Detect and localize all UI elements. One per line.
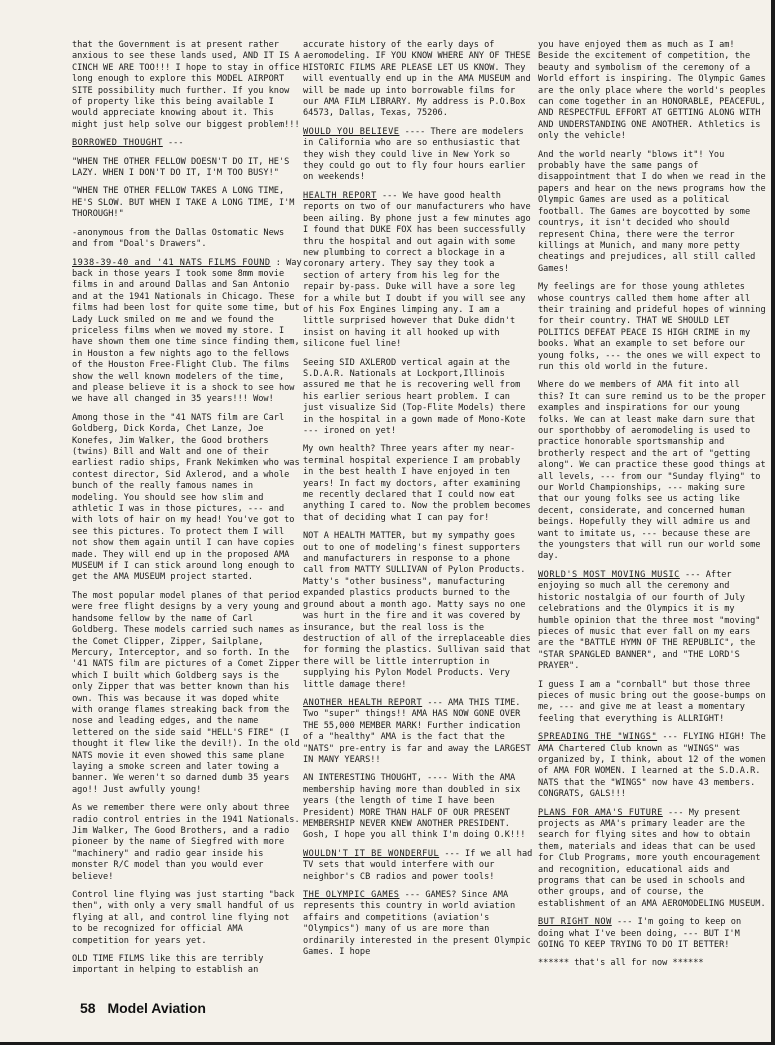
- paragraph-text: The most popular model planes of that period were free flight designs by a very young and handsome fellow by the name of Carl Goldberg. These models carried such names as the Comet Clipper, Zipper, Sailplane, Mercury, Interceptor, and so forth. In the '41 NATS film are pictures of a Comet Zipper which I built which Goldberg says is the only Zipper that was better known than his own. This was because it was doped white with orange flames streaking back from the nose and leading edges, and the name lettered on the side said "HELL'S FIRE" (I thought it flew like the devil!). In the old NATS movie it even showed this same plane laying a smoke screen and later towing a banner. We weren't so darned dumb 35 years ago!! Just awfully young!: [72, 590, 300, 795]
- section-heading: WOULDN'T IT BE WONDERFUL: [303, 848, 440, 859]
- paragraph-text: "WHEN THE OTHER FELLOW TAKES A LONG TIME, HE'S SLOW. BUT WHEN I TAKE A LONG TIME, I'M THOROUGH!": [72, 186, 295, 220]
- paragraph: [538, 732, 768, 800]
- paragraph: [72, 138, 302, 149]
- paragraph: [538, 150, 768, 275]
- paragraph: [72, 954, 302, 975]
- column-2: [303, 40, 533, 975]
- paragraph: [538, 958, 768, 969]
- paragraph-text: Where do we members of AMA fit into all this? It can sure remind us to be the proper examples and inspirations for our young folks. We can at least make darn sure that our sporthobby of aeromodeling is used to practice honorable sportsmanship and brotherly respect and the art of "getting along". We can practice these good things at all levels, --- from our "Sunday flying" to our World Championships, --- making sure that our young folks see us acting like decent, considerate, and concerned human beings. Hopefully they will admire us and want to imitate us, --- because these are the youngsters that will run our world some day.: [538, 380, 766, 562]
- paragraph: [303, 444, 533, 524]
- paragraph-text: --- My present projects as AMA's primary leader are the search for flying sites and how to obtain them, materials and ideas that can be used for Club Programs, more youth encouragement and recognition, educational aids and programs that can be used in schools and other groups, and of course, the establishment of an AMA AEROMODELING MUSEUM.: [538, 807, 766, 909]
- column-1: [72, 40, 302, 975]
- section-heading: WORLD'S MOST MOVING MUSIC: [538, 569, 680, 580]
- paragraph-text: Seeing SID AXLEROD vertical again at the S.D.A.R. Nationals at Lockport,Illinois assured me that he is recovering well from his earlier serious heart problem. I can just visualize Sid (Top-Flite Models) there in the hospital in a gown made of Mono-Kote --- ironed on yet!: [303, 357, 526, 436]
- paragraph: [72, 186, 302, 220]
- paragraph-text: My own health? Three years after my near-terminal hospital experience I am probably in the best health I have enjoyed in ten years! In fact my doctors, after examining me recently declared that I could now eat anything I cared to. Now the problem becomes that of deciding what I can pay for!: [303, 444, 531, 523]
- paragraph: [303, 127, 533, 184]
- paragraph: [72, 591, 302, 796]
- paragraph-text: --- GAMES? Since AMA represents this country in world aviation affairs and competitions (aviation's "Olympics") many of us are more than ordinarily interested in the present Olympic Games. I hope: [303, 890, 531, 958]
- paragraph: [303, 531, 533, 691]
- paragraph: [72, 890, 302, 947]
- paragraph: [538, 282, 768, 373]
- paragraph: [538, 40, 768, 143]
- paragraph-text: And the world nearly "blows it"! You probably have the same pangs of disappointment that I do when we read in the papers and hear on the news programs how the Olympic Games are used as a political football. The Games are boycotted by some countrys, it isn't decided who should represent China, there were the terror killings at Munich, and many more petty cheatings and prejudices, all still called Games!: [538, 149, 766, 274]
- page-edge-right: [771, 0, 775, 1045]
- column-3: [538, 40, 768, 975]
- page-footer: [80, 1000, 206, 1016]
- section-heading: ANOTHER HEALTH REPORT: [303, 697, 423, 708]
- paragraph: [303, 40, 533, 120]
- paragraph: [538, 570, 768, 673]
- paragraph: [303, 773, 533, 841]
- paragraph-text: accurate history of the early days of aeromodeling. IF YOU KNOW WHERE ANY OF THESE HISTORIC FILMS ARE PLEASE LET US KNOW. They will eventually end up in the AMA MUSEUM and will be made up into borrowable films for our AMA FILM LIBRARY. My address is P.O.Box 64573, Dallas, Texas, 75206.: [303, 40, 531, 119]
- paragraph: [303, 849, 533, 883]
- paragraph: [72, 228, 302, 251]
- paragraph-text: -anonymous from the Dallas Ostomatic News and from "Doal's Drawers".: [72, 227, 285, 250]
- paragraph-text: ****** that's all for now ******: [538, 958, 704, 969]
- paragraph-text: --- FLYING HIGH! The AMA Chartered Club known as "WINGS" was organized by, I think, about 12 of the women of AMA FOR WOMEN. I learned at the S.D.A.R. NATS that the "WINGS" now have 43 members. CONGRATS, GALS!!!: [538, 732, 766, 800]
- paragraph-text: Among those in the "41 NATS film are Carl Goldberg, Dick Korda, Chet Lanze, Joe Konefes, Jim Walker, the Good brothers (twins) Bill and Walt and one of their earliest radio ships, Frank Nekimken who was contest director, Sid Axlerod, and a whole bunch of the really famous names in modeling. You should see how slim and athletic I was in those pictures, --- and with lots of hair on my head! You've got to see this pictures. To protect them I will not show them again until I can have copies made. They will end up in the proposed AMA MUSEUM if I can stick around long enough to get the AMA MUSEUM project started.: [72, 412, 300, 583]
- paragraph-text: --- After enjoying so much all the ceremony and historic nostalgia of our fourth of July celebrations and the Olympics it is my humble opinion that the three most "moving" pieces of music that ever fall on my ears are the "BATTLE HYMN OF THE REPUBLIC", the "STAR SPANGLED BANNER", and "THE LORD'S PRAYER".: [538, 569, 761, 672]
- paragraph-text: As we remember there were only about three radio control entries in the 1941 Nationals. Jim Walker, The Good Brothers, and a radio pioneer by the name of Siegfred with more "machinery" and radio gear inside his monster R/C model than you would ever believe!: [72, 803, 300, 882]
- paragraph: [72, 413, 302, 584]
- paragraph: [72, 40, 302, 131]
- paragraph: [538, 808, 768, 911]
- paragraph-text: "WHEN THE OTHER FELLOW DOESN'T DO IT, HE'S LAZY. WHEN I DON'T DO IT, I'M TOO BUSY!": [72, 156, 290, 179]
- paragraph-text: --- We have good health reports on two of our manufacturers who have been ailing. By phone just a few minutes ago I found that DUKE FOX has been successfully thru the hospital and out again with some new plumbing to correct a blockage in a coronary artery. They say they took a section of artery from his leg for the repair by-pass. Duke will have a sore leg for a while but I doubt if you will see any of his Fox Engines limping any. I am a little surprised however that Duke didn't insist on having it all hooked up with silicone fuel line!: [303, 190, 531, 350]
- paragraph: [72, 258, 302, 406]
- paragraph-text: I guess I am a "cornball" but those three pieces of music bring out the goose-bumps on me, --- and give me at least a momentary feeling that everything is ALLRIGHT!: [538, 679, 766, 724]
- paragraph-text: --- AMA THIS TIME. Two "super" things!! AMA HAS NOW GONE OVER THE 55,000 MEMBER MARK! Further indication of a "healthy" AMA is the fact that the "NATS" pre-entry is far and away the LARGEST IN MANY YEARS!!: [303, 697, 531, 765]
- section-heading: 1938-39-40 and '41 NATS FILMS FOUND: [72, 257, 271, 268]
- paragraph-text: NOT A HEALTH MATTER, but my sympathy goes out to one of modeling's finest supporters and manufacturers in response to a phone call from MATTY SULLIVAN of Pylon Products. Matty's "other business", manufacturing expanded plastics products burned to the ground about a month ago. Matty says no one was hurt in the fire and it was covered by insurance, but the real loss is the destruction of all of the irreplaceable dies for forming the plastics. Sullivan said that there will be little interruption in supplying his Pylon Model Products. Very little damage there!: [303, 531, 531, 690]
- paragraph: [72, 803, 302, 883]
- paragraph-text: --- I'm going to keep on doing what I've been doing, --- BUT I'M GOING TO KEEP TRYING TO DO IT BETTER!: [538, 917, 742, 951]
- paragraph: [303, 698, 533, 766]
- page-number: 58: [80, 1000, 96, 1016]
- paragraph: [538, 680, 768, 726]
- section-heading: BORROWED THOUGHT: [72, 138, 163, 149]
- paragraph-text: ---: [162, 138, 184, 149]
- paragraph: [303, 358, 533, 438]
- paragraph: [538, 917, 768, 951]
- paragraph-text: OLD TIME FILMS like this are terribly important in helping to establish an: [72, 954, 264, 975]
- paragraph-text: AN INTERESTING THOUGHT, ---- With the AMA membership having more than doubled in six years (the length of time I have been President) MORE THAN HALF OF OUR PRESENT MEMBERSHIP NEVER KNEW ANOTHER PRESIDENT. Gosh, I hope you all think I'm doing O.K!!!: [303, 773, 526, 841]
- paragraph: [303, 890, 533, 958]
- paragraph-text: you have enjoyed them as much as I am! Beside the excitement of competition, the beauty and symbolism of the ceremony of a World effort is inspiring. The Olympic Games are the only place where the world's peoples can come together in an HONORABLE, PEACEFUL, AND RESPECTFUL EFFORT AT GETTING ALONG WITH AND UNDERSTANDING ONE ANOTHER. Athletics is only the vehicle!: [538, 40, 766, 142]
- paragraph-text: ---- There are modelers in California who are so enthusiastic that they wish they could live in New York so they could go out to fly four hours earlier on weekends!: [303, 126, 526, 183]
- paragraph: [72, 157, 302, 180]
- magazine-name: Model Aviation: [107, 1000, 206, 1016]
- paragraph-text: Control line flying was just starting "back then", with only a very small handful of us flying at all, and control line flying not to be recognized for official AMA competition for years yet.: [72, 890, 295, 946]
- paragraph: [538, 380, 768, 563]
- section-heading: THE OLYMPIC GAMES: [303, 890, 400, 901]
- paragraph: [303, 191, 533, 351]
- paragraph-text: --- If we all had TV sets that would interfere with our neighbor's CB radios and power tools!: [303, 848, 533, 882]
- section-heading: HEALTH REPORT: [303, 190, 377, 201]
- section-heading: BUT RIGHT NOW: [538, 917, 612, 928]
- paragraph-text: : Way back in those years I took some 8mm movie films in and around Dallas and San Antonio and at the 1941 Nationals in Chicago. These films had been lost for quite some time, but Lady Luck smiled on me and we found the priceless films when we moved my store. I have shown them one time since finding them, in Houston a few nights ago to the fellows of the Houston Free-Flight Club. The films show the well known modelers of the time, and please believe it is a shock to see how we have all changed in 35 years!!! Wow!: [72, 257, 302, 405]
- section-heading: WOULD YOU BELIEVE: [303, 126, 400, 137]
- section-heading: SPREADING THE "WINGS": [538, 732, 658, 743]
- paragraph-text: My feelings are for those young athletes whose countrys called them home after all their training and prideful hopes of winning for their country. THAT WE SHOULD LET POLITICS DEFEAT PEACE IS HIGH CRIME in my books. What an example to set before our young folks, --- the ones we will expect to run this old world in the future.: [538, 282, 766, 372]
- paragraph-text: that the Government is at present rather anxious to see these lands used, AND IT IS A CINCH WE ARE TOO!!! I hope to stay in office long enough to explore this MODEL AIRPORT SITE possibility much further. If you know of property like this being available I would appreciate knowing about it. This might just help solve our biggest problem!!!: [72, 40, 300, 130]
- section-heading: PLANS FOR AMA'S FUTURE: [538, 807, 663, 818]
